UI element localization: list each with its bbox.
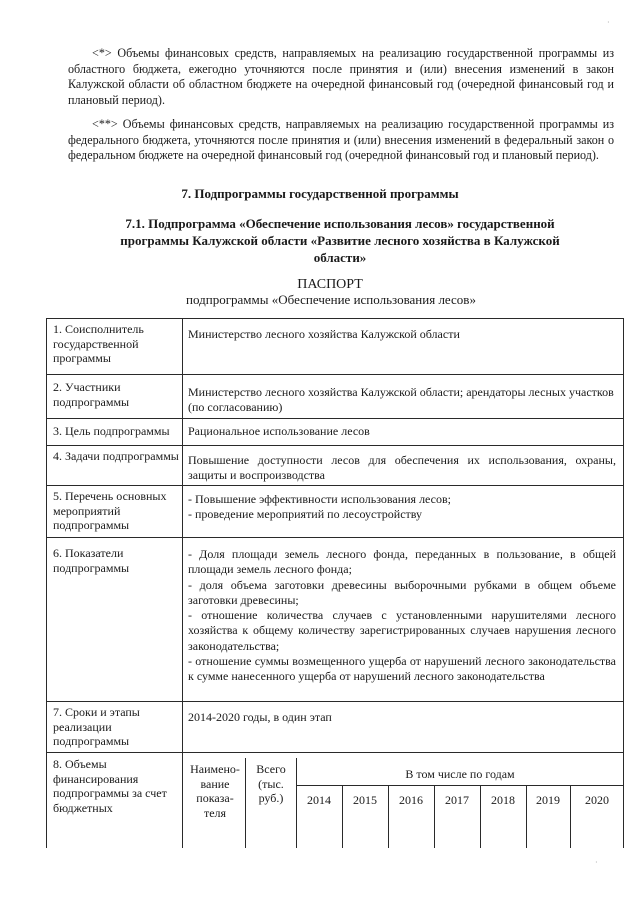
scan-speck: · [595,858,598,867]
row-divider [46,701,624,702]
row-3-value: Рациональное использование лесов [188,424,370,438]
row-6-label: 6. Показатели подпрограммы [53,546,130,575]
passport-title: ПАСПОРТ [297,277,363,292]
row-divider [46,537,624,538]
row-3-label: 3. Цель подпрограммы [53,424,170,438]
year-cell: 2017 [445,793,469,807]
row-7-value: 2014-2020 годы, в один этап [188,710,332,724]
row-divider [46,445,624,446]
row-4-label: 4. Задачи подпрограммы [53,449,179,463]
row-1-value: Министерство лесного хозяйства Калужской области [188,327,460,341]
finance-col-name: Наимено-вание показа-теля [190,762,240,820]
row-divider [46,374,624,375]
row-2-label: 2. Участники подпрограммы [53,380,130,409]
year-divider [480,785,481,848]
row-1-label: 1. Соисполнитель государственной программы [53,322,144,365]
year-cell: 2019 [536,793,560,807]
year-divider [434,785,435,848]
passport-subtitle: подпрограммы «Обеспечение использования лесов» [186,292,476,307]
row-6-value: - Доля площади земель лесного фонда, переданных в пользование, в общей площади земель лесного фонда; - доля объема заготовки древесины выборочными рубками в общем объеме заготовки древесины; - отношение количества случаев с установленными нарушителями лесного хозяйства к общему количеству зарегистрированных случаев нарушения лесного законодательства; - отношение суммы возмещенного ущерба от нарушений лесного законодательства к сумме нанесенного ущерба от нарушений лесного законодательства [188,547,616,684]
year-cell: 2016 [399,793,423,807]
finance-col-total: Всего (тыс. руб.) [256,762,286,805]
row-8-label: 8. Объемы финансирования подпрограммы за счет бюджетных [53,757,167,815]
row-divider [46,418,624,419]
year-cell: 2020 [585,793,609,807]
row-divider [46,485,624,486]
row-4-value: Повышение доступности лесов для обеспечения их использования, охраны, защиты и воспроизводства [188,453,616,482]
year-cell: 2015 [353,793,377,807]
footnote-regional-budget: <*> Объемы финансовых средств, направляемых на реализацию государственной программы из областного бюджета, ежегодно уточняются после принятия и (или) внесения изменений в закон Калужской области об областном бюджете на очередной финансовый год (очередной финансовый год и плановый период). [68,46,614,107]
row-5-label: 5. Перечень основных мероприятий подпрограммы [53,489,167,532]
row-divider [46,752,624,753]
year-cell: 2014 [307,793,331,807]
footnote-federal-budget: <**> Объемы финансовых средств, направляемых на реализацию государственной программы из федерального бюджета, уточняются после принятия и (или) внесения изменений в федеральный закон о федеральном бюджете на очередной финансовый год (очередной финансовый год и плановый период). [68,117,614,163]
subprogram-title: 7.1. Подпрограмма «Обеспечение использования лесов» государственной программы Калужской области «Развитие лесного хозяйства в Калужской области» [120,216,560,265]
scan-speck: · [607,18,610,27]
year-divider [388,785,389,848]
year-divider [526,785,527,848]
year-cell: 2018 [491,793,515,807]
row-7-label: 7. Сроки и этапы реализации подпрограммы [53,705,140,748]
finance-col-years: В том числе по годам [405,767,515,781]
year-divider [342,785,343,848]
year-divider [570,785,571,848]
finance-divider [245,758,246,848]
finance-years-divider [296,785,624,786]
row-5-value: - Повышение эффективности использования лесов; - проведение мероприятий по лесоустройству [188,492,452,521]
section-title: 7. Подпрограммы государственной программы [181,186,459,201]
row-2-value: Министерство лесного хозяйства Калужской области; арендаторы лесных участков (по согласованию) [188,385,614,414]
